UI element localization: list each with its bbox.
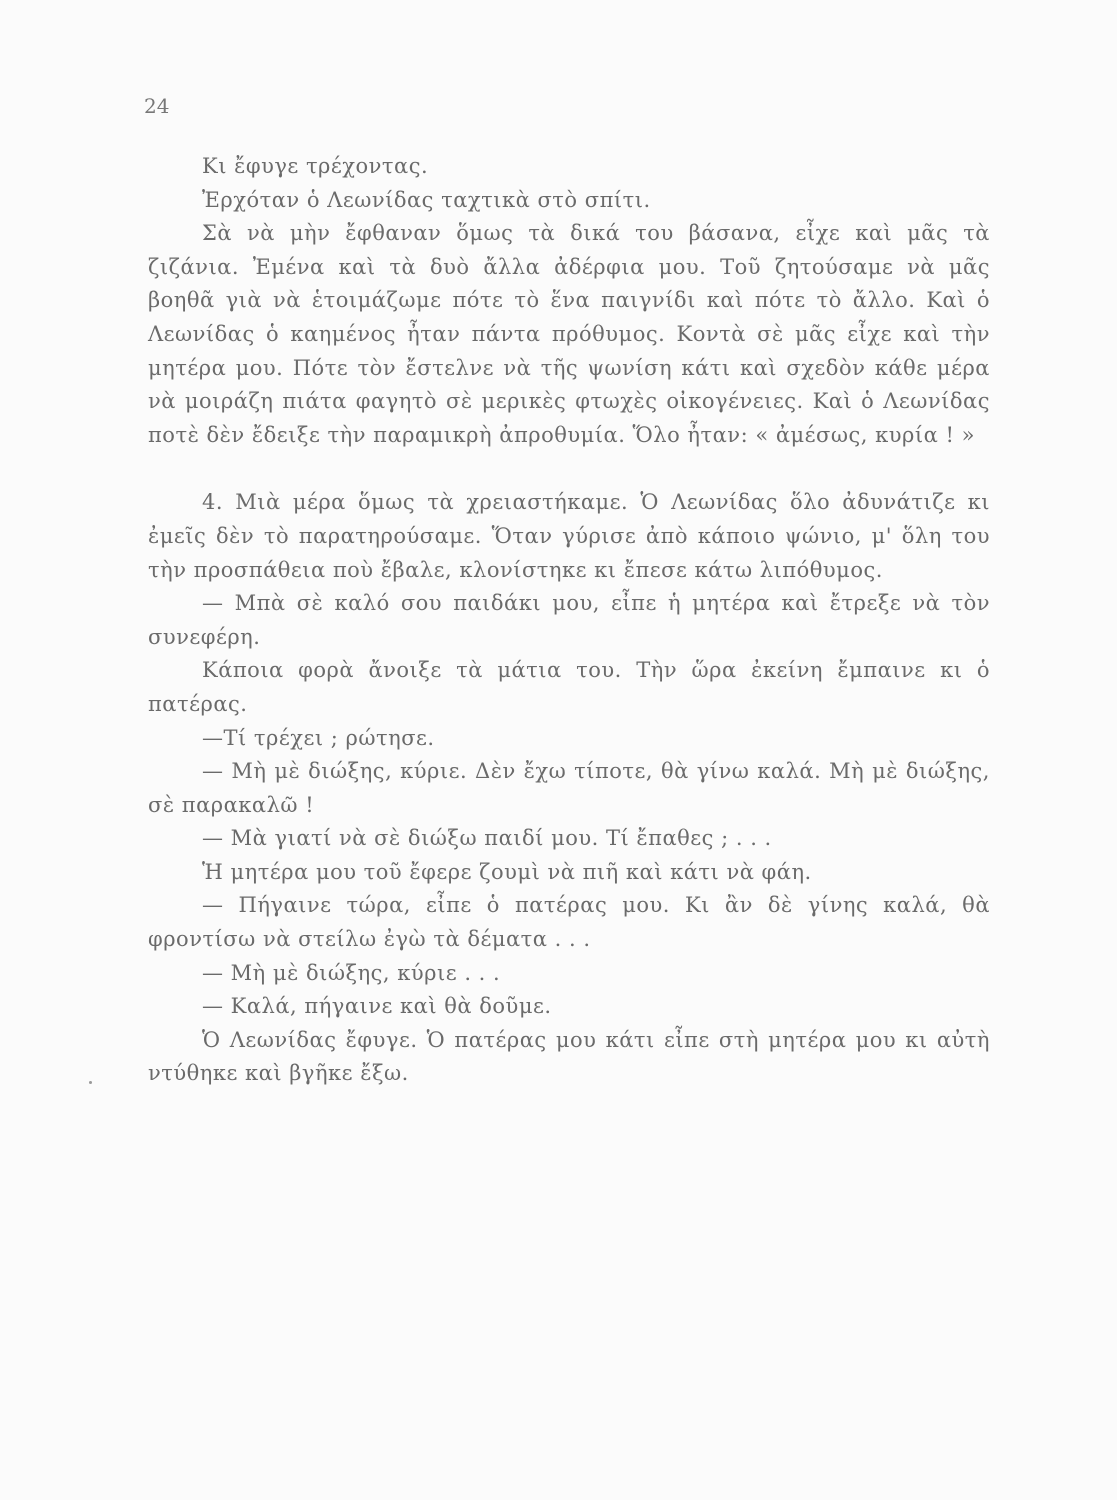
section-paragraph: 4. Μιὰ μέρα ὅμως τὰ χρειαστήκαμε. Ὁ Λεωνίδας ὅλο ἀδυνάτιζε κι ἐμεῖς δὲν τὸ παρατηρούσαμε. Ὅταν γύρισε ἀπὸ κάποιο ψώνιο, μ' ὅλη του τὴν προσπάθεια ποὺ ἔβαλε, κλονίστηκε κι ἔπεσε κάτω λιπόθυμος.	[148, 490, 990, 582]
dialogue-line: — Μὴ μὲ διώξης, κύριε. Δὲν ἔχω τίποτε, θὰ γίνω καλά. Μὴ μὲ διώξης, σὲ παρακαλῶ !	[148, 759, 990, 817]
paragraph: Ἐρχόταν ὁ Λεωνίδας ταχτικὰ στὸ σπίτι.	[202, 187, 651, 212]
dialogue-line: —Τί τρέχει ; ρώτησε.	[202, 725, 435, 750]
paragraph: Σὰ νὰ μὴν ἔφθαναν ὅμως τὰ δικά του βάσανα, εἶχε καὶ μᾶς τὰ ζιζάνια. Ἐμένα καὶ τὰ δυὸ ἄλλα ἀδέρφια μου. Τοῦ ζητούσαμε νὰ μᾶς βοηθᾶ γιὰ νὰ ἑτοιμάζωμε πότε τὸ ἕνα παιγνίδι καὶ πότε τὸ ἄλλο. Καὶ ὁ Λεωνίδας ὁ καημένος ἦταν πάντα πρόθυμος. Κοντὰ σὲ μᾶς εἶχε καὶ τὴν μητέρα μου. Πότε τὸν ἔστελνε νὰ τῆς ψωνίση κάτι καὶ σχεδὸν κάθε μέρα νὰ μοιράζη πιάτα φαγητὸ σὲ μερικὲς φτωχὲς οἰκογένειες. Καὶ ὁ Λεωνίδας ποτὲ δὲν ἔδειξε τὴν παραμικρὴ ἀπροθυμία. Ὅλο ἦταν: « ἀμέσως, κυρία ! »	[148, 221, 990, 447]
dialogue-line: — Μπὰ σὲ καλό σου παιδάκι μου, εἶπε ἡ μητέρα καὶ ἔτρεξε νὰ τὸν συνεφέρη.	[148, 591, 990, 649]
dialogue-line: — Πήγαινε τώρα, εἶπε ὁ πατέρας μου. Κι ἂν δὲ γίνης καλά, θὰ φροντίσω νὰ στείλω ἐγὼ τὰ δέματα . . .	[148, 893, 990, 952]
dialogue-line: — Μὰ γιατί νὰ σὲ διώξω παιδί μου. Τί ἔπαθες ; . . .	[202, 826, 772, 851]
paragraph: Κάποια φορὰ ἄνοιξε τὰ μάτια του. Τὴν ὥρα ἐκείνη ἔμπαινε κι ὁ πατέρας.	[148, 658, 990, 716]
ink-speck	[89, 1081, 92, 1084]
page-number: 24	[144, 94, 170, 118]
dialogue-line: — Καλά, πήγαινε καὶ θὰ δοῦμε.	[202, 994, 552, 1019]
paragraph: Κι ἔφυγε τρέχοντας.	[202, 154, 429, 178]
paragraph: Ὁ Λεωνίδας ἔφυγε. Ὁ πατέρας μου κάτι εἶπε στὴ μητέρα μου κι αὐτὴ ντύθηκε καὶ βγῆκε ἔξω.	[148, 1027, 990, 1086]
paragraph: Ἡ μητέρα μου τοῦ ἔφερε ζουμὶ νὰ πιῆ καὶ κάτι νὰ φάη.	[202, 859, 812, 884]
dialogue-line: — Μὴ μὲ διώξης, κύριε . . .	[202, 960, 501, 985]
body-text	[148, 150, 990, 1091]
